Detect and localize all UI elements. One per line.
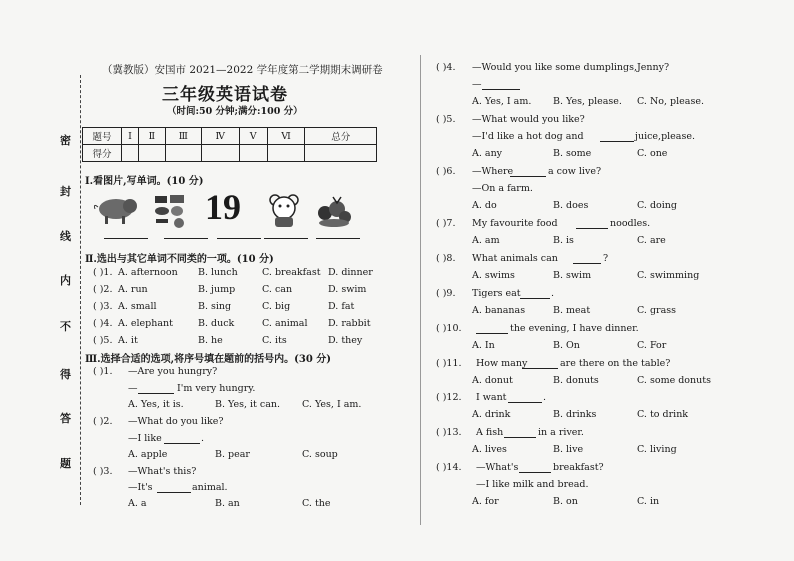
question-number[interactable]: ( )3. bbox=[93, 466, 113, 477]
exam-header-line: （冀教版）安国市 2021—2022 学年度第二学期期末调研卷 bbox=[102, 64, 383, 76]
answer-blank[interactable] bbox=[482, 89, 520, 90]
option-b: B. does bbox=[553, 200, 589, 211]
answer-blank[interactable] bbox=[600, 141, 634, 142]
answer-line-bear[interactable] bbox=[264, 238, 308, 239]
seal-char: 密 bbox=[60, 134, 71, 147]
question-text: —I'd like a hot dog and bbox=[472, 131, 584, 142]
question-text: My favourite food bbox=[472, 218, 558, 229]
option-a: A. drink bbox=[472, 409, 511, 420]
score-table-score-row bbox=[83, 145, 377, 162]
question-text: —Are you hungry? bbox=[128, 366, 218, 377]
question-number[interactable]: ( )10. bbox=[436, 323, 462, 334]
answer-blank[interactable] bbox=[510, 176, 546, 177]
question-text: —Where bbox=[472, 166, 514, 177]
option-c: C. to drink bbox=[637, 409, 689, 420]
option-b: B. some bbox=[553, 148, 592, 159]
question-number[interactable]: ( )6. bbox=[436, 166, 456, 177]
option-d: D. rabbit bbox=[328, 318, 371, 329]
question-text: What animals can bbox=[472, 253, 558, 264]
option-b: B. he bbox=[198, 335, 223, 346]
option-c: C. its bbox=[262, 335, 287, 346]
option-b: B. Yes, please. bbox=[553, 96, 622, 107]
question-text: juice,please. bbox=[635, 131, 695, 142]
option-b: B. on bbox=[553, 496, 578, 507]
question-number[interactable]: ( )5. bbox=[436, 114, 456, 125]
pig-picture bbox=[92, 193, 140, 225]
question-text: —What do you like? bbox=[128, 416, 224, 427]
question-number[interactable]: ( )1. bbox=[93, 267, 113, 278]
score-table-cell: 总分 bbox=[305, 128, 377, 145]
option-a: A. run bbox=[118, 284, 148, 295]
option-b: B. Yes, it can. bbox=[215, 399, 281, 410]
option-c: C. in bbox=[637, 496, 660, 507]
seal-char: 不 bbox=[60, 320, 71, 333]
seal-char: 得 bbox=[60, 368, 71, 381]
option-b: B. drinks bbox=[553, 409, 597, 420]
option-b: B. sing bbox=[198, 301, 232, 312]
option-a: A. swims bbox=[472, 270, 515, 281]
option-c: C. For bbox=[637, 340, 667, 351]
score-table-cell: Ⅲ bbox=[165, 128, 201, 145]
option-c: C. the bbox=[302, 498, 331, 509]
question-text: I want bbox=[476, 392, 507, 403]
option-a: A. Yes, it is. bbox=[128, 399, 184, 410]
score-input-cell[interactable] bbox=[202, 145, 240, 162]
question-text: I'm very hungry. bbox=[177, 383, 256, 394]
score-table-cell: 得分 bbox=[83, 145, 122, 162]
question-text: —It's bbox=[128, 482, 153, 493]
column-divider bbox=[420, 55, 421, 525]
option-b: B. meat bbox=[553, 305, 591, 316]
question-text: animal. bbox=[192, 482, 228, 493]
answer-blank[interactable] bbox=[520, 298, 550, 299]
option-d: D. dinner bbox=[328, 267, 373, 278]
option-a: A. small bbox=[118, 301, 157, 312]
fruit-basket-picture bbox=[315, 193, 353, 229]
answer-blank[interactable] bbox=[504, 437, 536, 438]
question-number[interactable]: ( )8. bbox=[436, 253, 456, 264]
option-b: B. On bbox=[553, 340, 580, 351]
answer-blank[interactable] bbox=[522, 368, 558, 369]
answer-blank[interactable] bbox=[573, 263, 601, 264]
section-1-title: Ⅰ.看图片,写单词。(10 分) bbox=[85, 176, 204, 187]
question-text: . bbox=[201, 433, 205, 444]
option-a: A. any bbox=[472, 148, 503, 159]
option-b: B. is bbox=[553, 235, 574, 246]
question-text: —What's this? bbox=[128, 466, 197, 477]
answer-blank[interactable] bbox=[508, 402, 542, 403]
option-a: A. am bbox=[472, 235, 500, 246]
score-input-cell[interactable] bbox=[122, 145, 139, 162]
option-c: C. breakfast bbox=[262, 267, 321, 278]
option-b: B. jump bbox=[198, 284, 236, 295]
option-b: B. duck bbox=[198, 318, 235, 329]
option-d: D. swim bbox=[328, 284, 367, 295]
option-b: B. pear bbox=[215, 449, 250, 460]
answer-blank[interactable] bbox=[519, 472, 551, 473]
question-number[interactable]: ( )12. bbox=[436, 392, 462, 403]
seal-char: 封 bbox=[60, 185, 71, 198]
question-number[interactable]: ( )9. bbox=[436, 288, 456, 299]
option-a: A. for bbox=[472, 496, 499, 507]
score-table-cell: Ⅳ bbox=[202, 128, 240, 145]
question-number[interactable]: ( )2. bbox=[93, 416, 113, 427]
option-b: B. live bbox=[553, 444, 584, 455]
question-text: — bbox=[472, 79, 482, 90]
question-text: Tigers eat bbox=[472, 288, 521, 299]
question-text: . bbox=[543, 392, 547, 403]
option-c: C. Yes, I am. bbox=[302, 399, 362, 410]
teddy-bear-picture bbox=[266, 193, 302, 229]
question-text: in a river. bbox=[538, 427, 584, 438]
section-2-title: Ⅱ.选出与其它单词不同类的一项。(10 分) bbox=[85, 254, 274, 265]
option-c: C. big bbox=[262, 301, 291, 312]
option-a: A. lives bbox=[472, 444, 507, 455]
question-number[interactable]: ( )2. bbox=[93, 284, 113, 295]
question-text: noodles. bbox=[610, 218, 651, 229]
option-c: C. animal bbox=[262, 318, 308, 329]
seal-char: 答 bbox=[60, 412, 71, 425]
question-text: A fish bbox=[476, 427, 504, 438]
binding-dashed-line bbox=[80, 75, 81, 505]
option-c: C. swimming bbox=[637, 270, 700, 281]
answer-blank[interactable] bbox=[138, 393, 174, 394]
question-number[interactable]: ( )5. bbox=[93, 335, 113, 346]
option-b: B. donuts bbox=[553, 375, 599, 386]
option-a: A. donut bbox=[472, 375, 513, 386]
question-text: —On a farm. bbox=[472, 183, 533, 194]
option-c: C. one bbox=[637, 148, 668, 159]
paper-time-score: （时间:50 分钟;满分:100 分） bbox=[167, 106, 303, 117]
option-d: D. they bbox=[328, 335, 363, 346]
score-table-cell: Ⅰ bbox=[122, 128, 139, 145]
score-input-cell[interactable] bbox=[165, 145, 201, 162]
option-c: C. No, please. bbox=[637, 96, 704, 107]
option-b: B. swim bbox=[553, 270, 592, 281]
question-text: a cow live? bbox=[548, 166, 602, 177]
option-c: C. soup bbox=[302, 449, 338, 460]
option-c: C. are bbox=[637, 235, 666, 246]
option-d: D. fat bbox=[328, 301, 355, 312]
question-number[interactable]: ( )4. bbox=[93, 318, 113, 329]
answer-blank[interactable] bbox=[576, 228, 608, 229]
option-c: C. some donuts bbox=[637, 375, 711, 386]
option-c: C. can bbox=[262, 284, 293, 295]
option-a: A. elephant bbox=[118, 318, 173, 329]
answer-line-pig[interactable] bbox=[104, 238, 148, 239]
answer-line-fruit[interactable] bbox=[316, 238, 360, 239]
question-text: ? bbox=[603, 253, 609, 264]
option-c: C. doing bbox=[637, 200, 678, 211]
section-3-title: Ⅲ.选择合适的选项,将序号填在题前的括号内。(30 分) bbox=[85, 354, 332, 365]
food-group-picture bbox=[152, 192, 188, 228]
question-number[interactable]: ( )3. bbox=[93, 301, 113, 312]
option-a: A. do bbox=[472, 200, 497, 211]
answer-blank[interactable] bbox=[157, 492, 191, 493]
question-text: breakfast? bbox=[553, 462, 604, 473]
question-text: —What would you like? bbox=[472, 114, 585, 125]
question-number[interactable]: ( )14. bbox=[436, 462, 462, 473]
question-number[interactable]: ( )1. bbox=[93, 366, 113, 377]
score-table bbox=[82, 127, 377, 162]
option-a: A. In bbox=[472, 340, 495, 351]
option-a: A. afternoon bbox=[118, 267, 178, 278]
score-table-cell: 题号 bbox=[83, 128, 122, 145]
option-a: A. it bbox=[118, 335, 138, 346]
option-c: C. living bbox=[637, 444, 677, 455]
paper-title: 三年级英语试卷 bbox=[162, 85, 288, 105]
question-text: are there on the table? bbox=[560, 358, 671, 369]
score-input-cell[interactable] bbox=[239, 145, 267, 162]
seal-char: 线 bbox=[60, 230, 71, 243]
score-table-cell: Ⅱ bbox=[139, 128, 166, 145]
question-text: —I like bbox=[128, 433, 162, 444]
question-number[interactable]: ( )11. bbox=[436, 358, 462, 369]
question-text: the evening, I have dinner. bbox=[510, 323, 639, 334]
score-input-cell[interactable] bbox=[139, 145, 166, 162]
question-number[interactable]: ( )7. bbox=[436, 218, 456, 229]
option-a: A. bananas bbox=[472, 305, 526, 316]
question-text: —What's bbox=[476, 462, 519, 473]
seal-char: 内 bbox=[60, 274, 71, 287]
score-table-cell: Ⅵ bbox=[267, 128, 305, 145]
answer-blank[interactable] bbox=[476, 333, 508, 334]
option-b: B. lunch bbox=[198, 267, 238, 278]
seal-char: 题 bbox=[60, 457, 71, 470]
option-c: C. grass bbox=[637, 305, 677, 316]
option-a: A. a bbox=[128, 498, 147, 509]
option-a: A. apple bbox=[128, 449, 168, 460]
option-b: B. an bbox=[215, 498, 240, 509]
score-input-cell[interactable] bbox=[267, 145, 305, 162]
question-text: . bbox=[551, 288, 555, 299]
option-a: A. Yes, I am. bbox=[472, 96, 532, 107]
number-19-picture: 19 bbox=[205, 187, 241, 227]
question-text: —Would you like some dumplings,Jenny? bbox=[472, 62, 670, 73]
question-text: How many bbox=[476, 358, 528, 369]
score-table-cell: Ⅴ bbox=[239, 128, 267, 145]
answer-line-food[interactable] bbox=[164, 238, 208, 239]
score-table-header-row bbox=[83, 128, 377, 145]
question-number[interactable]: ( )13. bbox=[436, 427, 462, 438]
question-text: — bbox=[128, 383, 138, 394]
answer-blank[interactable] bbox=[164, 443, 200, 444]
answer-line-19[interactable] bbox=[217, 238, 261, 239]
question-text: —I like milk and bread. bbox=[476, 479, 589, 490]
question-number[interactable]: ( )4. bbox=[436, 62, 456, 73]
score-input-cell[interactable] bbox=[305, 145, 377, 162]
